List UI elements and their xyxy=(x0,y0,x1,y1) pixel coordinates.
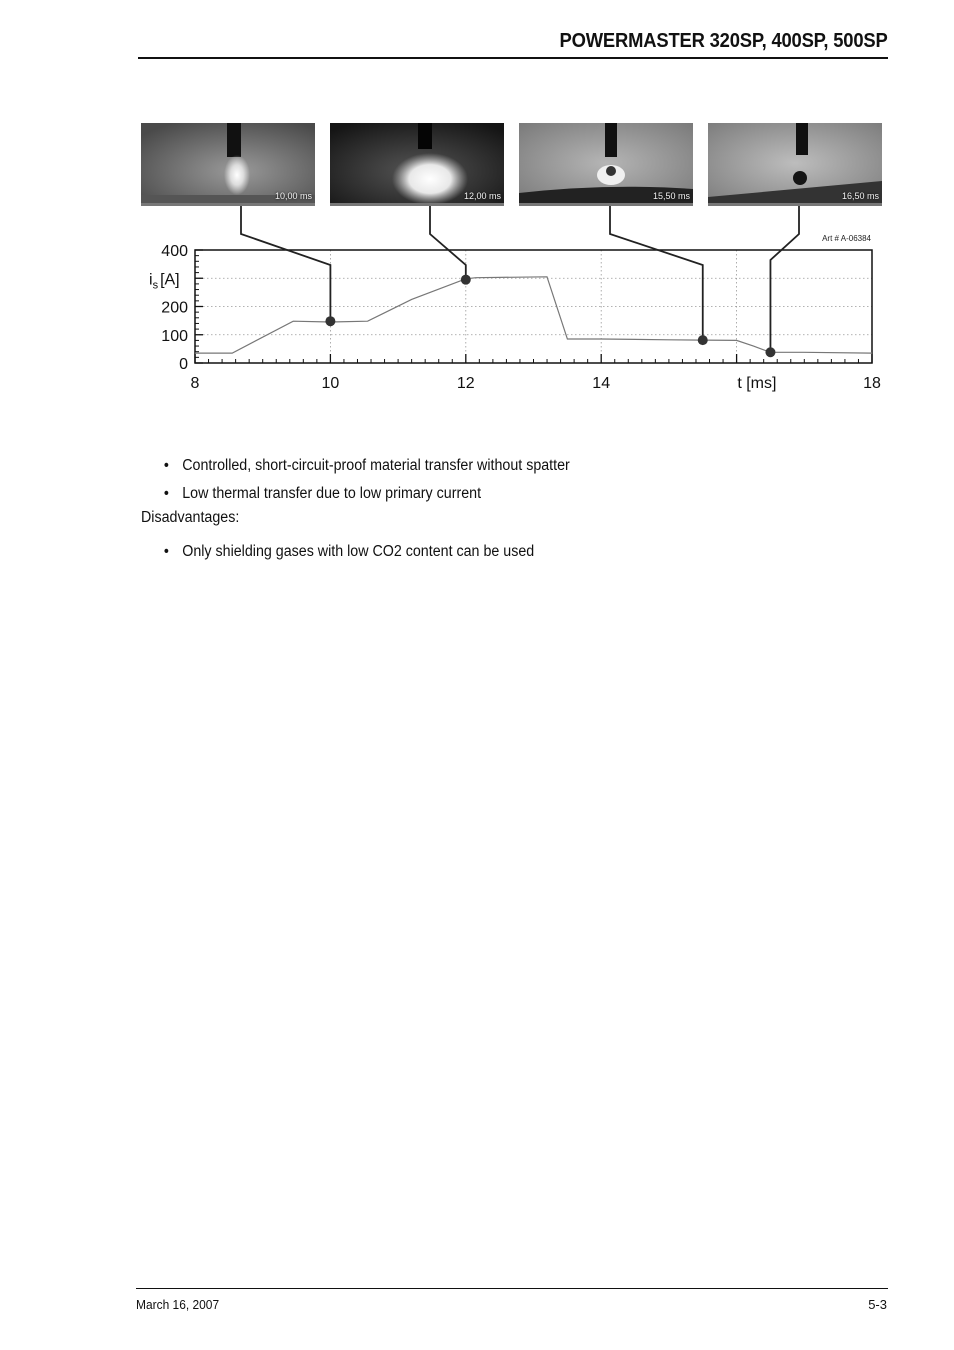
bullet-icon: • xyxy=(163,543,169,560)
header-rule xyxy=(138,57,888,59)
photo-connector-line xyxy=(770,206,799,352)
photo-connector-line xyxy=(241,206,330,321)
list-item-text: Controlled, short-circuit-proof material transfer without spatter xyxy=(182,457,570,474)
y-tick-label: 100 xyxy=(161,327,188,345)
list-item xyxy=(162,452,570,480)
list-item xyxy=(162,480,570,508)
x-tick-label: 18 xyxy=(863,375,881,392)
advantages-list xyxy=(162,452,570,508)
disadvantages-heading: Disadvantages: xyxy=(141,509,240,526)
chart-marker-point xyxy=(325,316,335,326)
x-tick-label: 14 xyxy=(592,375,611,392)
chart-marker-point xyxy=(698,335,708,345)
arc-photo-2-time: 12,00 ms xyxy=(463,191,501,201)
x-tick-label: 8 xyxy=(190,375,200,392)
current-time-chart xyxy=(136,118,888,398)
chart-marker-point xyxy=(765,347,775,357)
photo-connectors xyxy=(241,206,799,352)
x-axis-label: t [ms] xyxy=(737,375,777,392)
x-tick-label: 10 xyxy=(321,375,340,392)
footer-date: March 16, 2007 xyxy=(136,1297,220,1312)
photo-connector-line xyxy=(610,206,703,340)
page-number: 5-3 xyxy=(868,1297,887,1312)
arc-photo-1-time: 10,00 ms xyxy=(274,191,312,201)
chart-marker-point xyxy=(461,275,471,285)
y-axis-label: $i_s$ [A] xyxy=(149,271,180,292)
disadvantages-list xyxy=(162,541,534,563)
bullet-icon: • xyxy=(163,457,169,474)
x-tick-label: 12 xyxy=(456,375,475,392)
y-tick-label: 0 xyxy=(179,356,188,373)
welding-current-figure xyxy=(136,118,888,398)
list-item xyxy=(162,541,534,563)
y-tick-label: 200 xyxy=(161,299,188,317)
list-item-text: Only shielding gases with low CO2 content can be used xyxy=(182,543,535,560)
photo-connector-line xyxy=(430,206,466,280)
bullet-icon: • xyxy=(163,485,169,502)
y-tick-label: 400 xyxy=(161,243,188,260)
footer-rule xyxy=(136,1288,888,1289)
document-title: POWERMASTER 320SP, 400SP, 500SP xyxy=(559,30,888,52)
arc-photo-3-time: 15,50 ms xyxy=(652,191,690,201)
art-number: Art # A-06384 xyxy=(822,234,871,243)
arc-photo-4-time: 16,50 ms xyxy=(841,191,879,201)
list-item-text: Low thermal transfer due to low primary current xyxy=(182,485,482,502)
